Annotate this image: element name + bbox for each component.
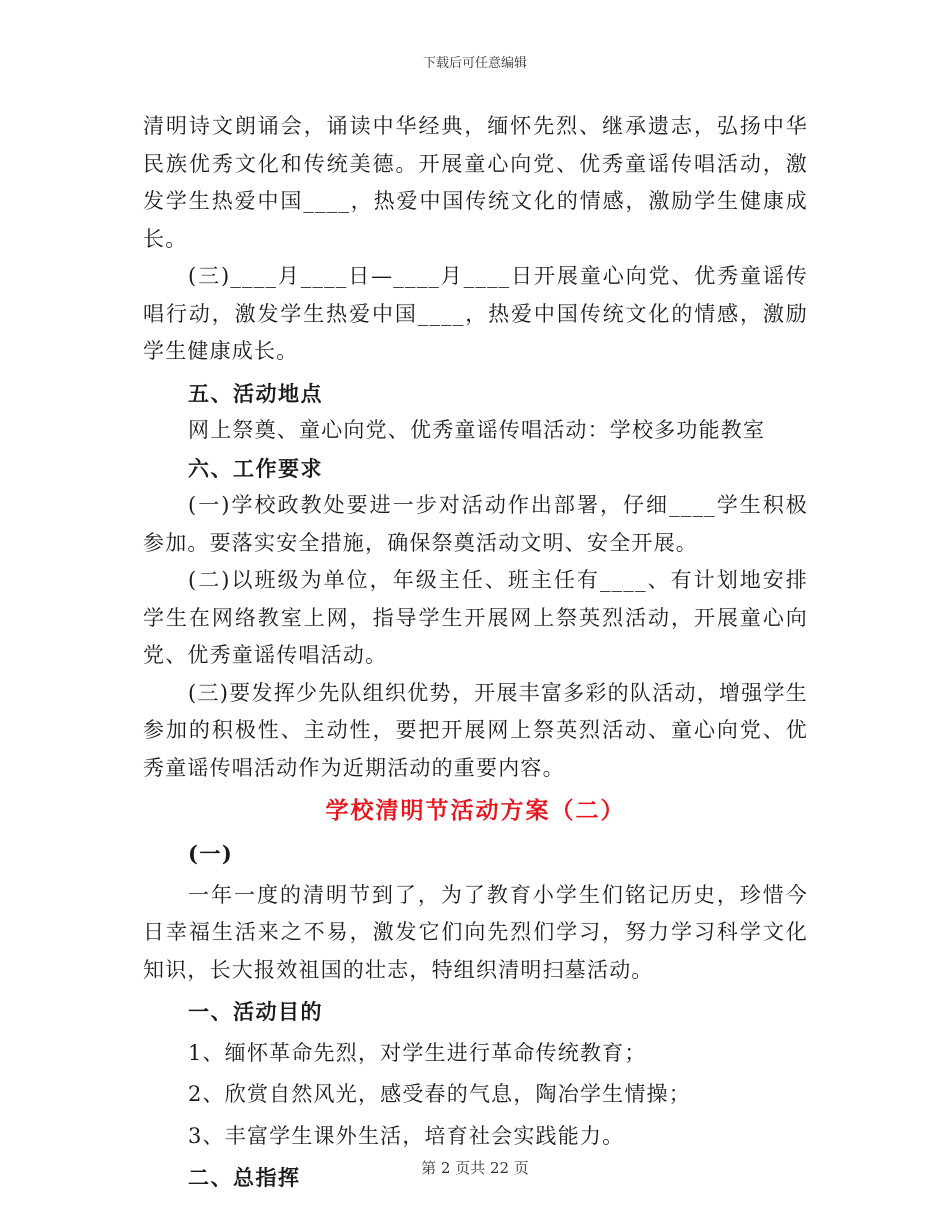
paragraph-location: 网上祭奠、童心向党、优秀童谣传唱活动：学校多功能教室 (188, 418, 766, 442)
subheading-part-one: (一) (188, 841, 234, 866)
section-title: 学校清明节活动方案（二） (325, 798, 626, 824)
heading-activity-location: 五、活动地点 (188, 380, 323, 406)
page-header: 下载后可任意编辑 (422, 56, 527, 71)
paragraph-introduction: 一年一度的清明节到了，为了教育小学生们铭记历史，珍惜今日幸福生活来之不易，激发它们向先烈们学习，努力学习科学文化知识，长大报效祖国的壮志，特组织清明扫墓活动。 (143, 882, 808, 982)
list-item: 3、丰富学生课外生活，培育社会实践能力。 (188, 1123, 625, 1148)
list-item: 2、欣赏自然风光，感受春的气息，陶冶学生情操； (188, 1082, 691, 1106)
paragraph-recitation: 清明诗文朗诵会，诵读中华经典，缅怀先烈、继承遗志，弘扬中华民族优秀文化和传统美德。开展童心向党、优秀童谣传唱活动，激发学生热爱中国____，热爱中国传统文化的情感，激励学生健康成长。 (143, 114, 808, 251)
paragraph-requirement-2: (二)以班级为单位，年级主任、班主任有____、有计划地安排学生在网络教室上网，指导学生开展网上祭英烈活动，开展童心向党、优秀童谣传唱活动。 (143, 568, 808, 667)
document-body (143, 108, 808, 1197)
heading-commander: 二、总指挥 (188, 1165, 301, 1190)
heading-work-requirements: 六、工作要求 (188, 455, 323, 481)
paragraph-requirement-1: (一)学校政教处要进一步对活动作出部署，仔细____学生积极参加。要落实安全措施，确保祭奠活动文明、安全开展。 (143, 493, 808, 555)
paragraph-activity-date: (三)____月____日—____月____日开展童心向党、优秀童谣传唱行动，激发学生热爱中国____，热爱中国传统文化的情感，激励学生健康成长。 (143, 264, 808, 363)
page-footer: 第 2 页共 22 页 (421, 1159, 529, 1177)
heading-activity-purpose: 一、活动目的 (188, 999, 323, 1024)
paragraph-requirement-3: (三)要发挥少先队组织优势，开展丰富多彩的队活动，增强学生参加的积极性、主动性，要把开展网上祭英烈活动、童心向党、优秀童谣传唱活动作为近期活动的重要内容。 (143, 680, 808, 780)
list-item: 1、缅怀革命先烈，对学生进行革命传统教育； (188, 1040, 647, 1065)
